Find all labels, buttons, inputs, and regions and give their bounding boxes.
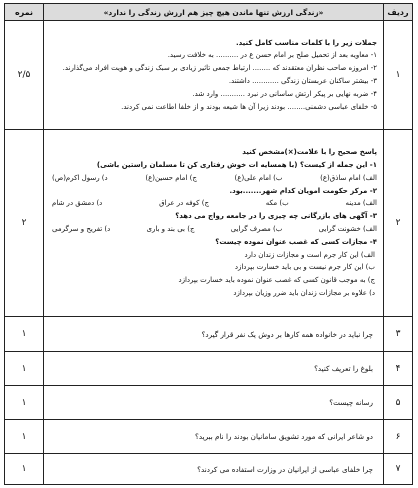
mc-option[interactable]: ب) مکه	[265, 199, 289, 208]
question-text: رسانه چیست؟	[44, 386, 384, 420]
question-score: ۲/۵	[5, 21, 44, 130]
mc-option[interactable]: ب) امام علی(ع)	[234, 173, 283, 182]
question-score: ۱	[5, 454, 44, 485]
question-row-5	[5, 386, 413, 420]
question-row-2	[5, 130, 413, 317]
question-row-3	[5, 317, 413, 352]
question-body	[44, 21, 384, 130]
question-score: ۱	[5, 317, 44, 352]
mc-option[interactable]: د) تفریح و سرگرمی	[52, 225, 111, 233]
mc-option[interactable]: ب) مصرف گرایی	[230, 225, 283, 233]
question-number: ۱	[384, 21, 413, 130]
mc-options-1	[48, 172, 377, 185]
mc-option[interactable]: ج) به موجب قانون کسی که غصب عنوان نموده باید خسارت بپردازد	[178, 276, 375, 285]
question-number: ۶	[384, 420, 413, 454]
mc-option[interactable]: ج) امام حسین(ع)	[145, 173, 197, 182]
question-row-1	[5, 21, 413, 130]
blank-item-4: ۴- ضربه نهایی بر پیکر ارتش ساسانی در نبرد ........... وارد شد.	[192, 89, 377, 98]
mc-option[interactable]: ج) بی بند و باری	[146, 225, 195, 233]
mc-option[interactable]: الف) این کار جرم است و مجازات زندان دارد	[244, 250, 375, 259]
mc-option[interactable]: ب) این کار جرم نیست و بی باید خسارت بپردازد	[234, 263, 375, 272]
header-row	[5, 4, 413, 21]
question-number: ۷	[384, 454, 413, 485]
question-row-4	[5, 352, 413, 386]
question-heading: جملات زیر را با کلمات مناسب کامل کنید.	[235, 38, 377, 47]
blank-item-2: ۲- امروزه صاحب نظران معتقدند که ........ ارتباط جمعی تاثیر زیادی بر سبک زندگی و هویت افراد می‌گذارند.	[62, 64, 377, 73]
mc-option[interactable]: د) دمشق در شام	[52, 199, 103, 208]
exam-table	[4, 3, 413, 485]
blank-item-5: ۵- خلفای عباسی دشمنی........ بودند زیرا آن ها شیعه بودند و از خلفا اطاعت نمی کردند.	[121, 102, 377, 111]
header-score: نمره	[5, 4, 44, 21]
question-number: ۲	[384, 130, 413, 317]
mc-option[interactable]: الف) مدینه	[345, 199, 377, 208]
mc-option[interactable]: الف) خشونت گرایی	[318, 225, 377, 233]
header-radif: ردیف	[384, 4, 413, 21]
mc-options-3	[48, 223, 377, 236]
exam-sheet	[4, 3, 413, 484]
question-number: ۳	[384, 317, 413, 352]
question-text: بلوغ را تعریف کنید؟	[44, 352, 384, 386]
blank-item-3: ۳- بیشتر ساکنان عربستان زندگی ............ داشتند.	[228, 77, 377, 85]
question-score: ۱	[5, 352, 44, 386]
mc-options-2	[48, 197, 377, 210]
question-text: دو شاعر ایرانی که مورد تشویق سامانیان بودند را نام ببرید؟	[44, 420, 384, 454]
question-row-6	[5, 420, 413, 454]
mc-question-1: ۱- این جمله از کیست؟ (با همسایه ات خوش رفتاری کن تا مسلمان راستین باشی)	[96, 161, 377, 170]
mc-option[interactable]: ج) کوفه در عراق	[159, 199, 209, 208]
question-body	[44, 130, 384, 317]
mc-question-2: ۲- مرکز حکومت امویان کدام شهر.......بود.	[229, 186, 377, 195]
blank-item-1: ۱- معاویه بعد از تحمیل صلح بر امام حسن ع در .......... به خلافت رسید.	[167, 51, 377, 60]
question-score: ۲	[5, 130, 44, 317]
question-number: ۵	[384, 386, 413, 420]
exam-title: «زندگی ارزش تنها ماندن هیچ چیز هم ارزش زندگی را ندارد»	[44, 4, 384, 21]
mc-option[interactable]: الف) امام ساذق(ع)	[320, 173, 377, 182]
question-heading: پاسخ صحیح را با علامت(×)مشخص کنید	[242, 148, 377, 157]
question-text: چرا نباید در خانواده همه کارها بر دوش یک نفر قرار گیرد؟	[44, 317, 384, 352]
question-score: ۱	[5, 386, 44, 420]
mc-question-4: ۴- مجازات کسی که غصب عنوان نموده چیست؟	[215, 237, 377, 246]
question-text: چرا خلفای عباسی از ایرانیان در وزارت استفاده می کردند؟	[44, 454, 384, 485]
mc-option[interactable]: د) رسول اکرم(ص)	[52, 173, 108, 182]
question-row-7	[5, 454, 413, 485]
mc-question-3: ۳- آگهی های بازرگانی چه چیزی را در جامعه رواج می دهد؟	[175, 212, 377, 221]
question-number: ۴	[384, 352, 413, 386]
mc-option[interactable]: د) علاوه بر مجازات زندان باید ضرر وزیان بپردازد	[233, 288, 375, 297]
question-score: ۱	[5, 420, 44, 454]
